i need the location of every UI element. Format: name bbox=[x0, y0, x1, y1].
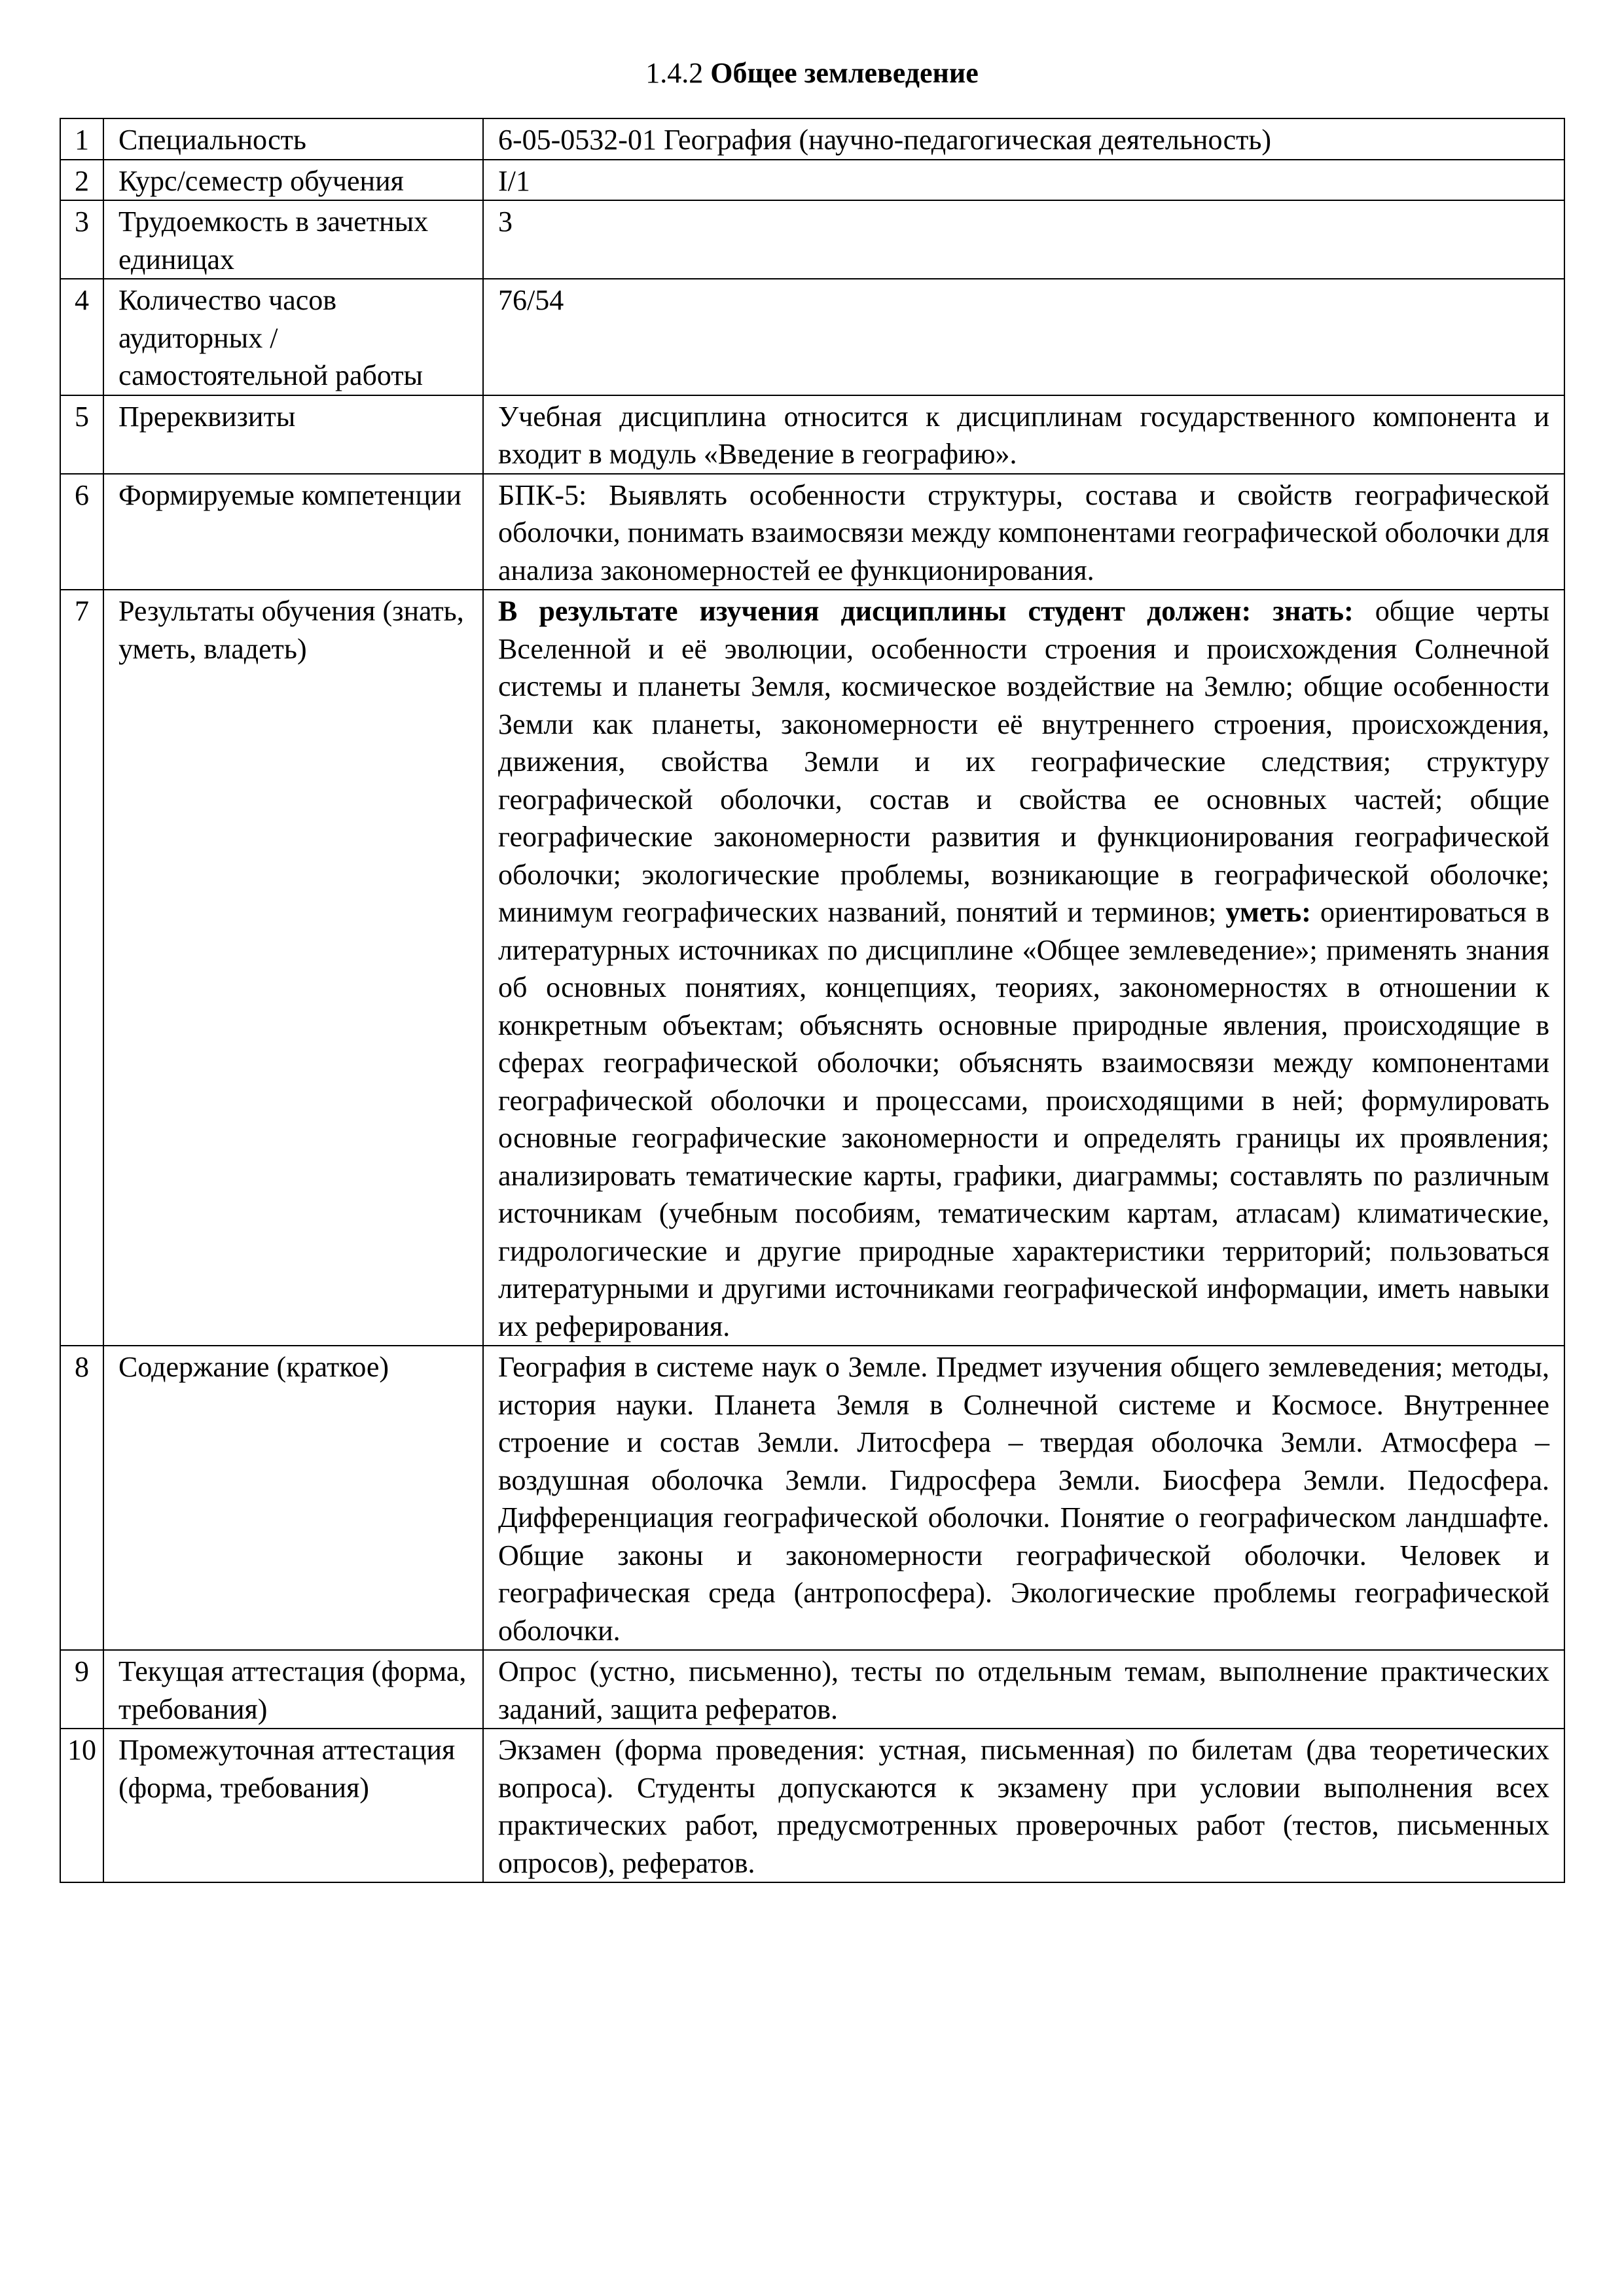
row-value: 3 bbox=[483, 200, 1564, 279]
discipline-name: Общее землеведение bbox=[710, 57, 979, 89]
table-row bbox=[60, 279, 1564, 395]
table-row bbox=[60, 1729, 1564, 1882]
learning-outcomes bbox=[483, 590, 1564, 1346]
table-row bbox=[60, 200, 1564, 279]
row-number: 7 bbox=[60, 590, 103, 1346]
row-value: Опрос (устно, письменно), тесты по отдельным темам, выполнение практических заданий, защита рефератов. bbox=[483, 1650, 1564, 1729]
row-label: Специальность bbox=[103, 118, 483, 160]
section-number: 1.4.2 bbox=[645, 57, 704, 89]
row-label: Результаты обучения (знать, уметь, владеть) bbox=[103, 590, 483, 1346]
row-value: География в системе наук о Земле. Предмет изучения общего землеведения; методы, история науки. Планета Земля в Солнечной системе и Космосе. Внутреннее строение и состав Земли. Литосфера – твердая оболочка Земли. Атмосфера – воздушная оболочка Земли. Гидросфера Земли. Биосфера Земли. Педосфера. Дифференциация географической оболочки. Понятие о географическом ландшафте. Общие законы и закономерности географической оболочки. Человек и географическая среда (антропосфера). Экологические проблемы географической оболочки. bbox=[483, 1346, 1564, 1650]
row-number: 9 bbox=[60, 1650, 103, 1729]
row-number: 3 bbox=[60, 200, 103, 279]
row-label: Курс/семестр обучения bbox=[103, 160, 483, 201]
row-number: 2 bbox=[60, 160, 103, 201]
row-value: Экзамен (форма проведения: устная, письменная) по билетам (два теоретических вопроса). Студенты допускаются к экзамену при условии выполнения всех практических работ, предусмотренных проверочных работ (тестов, письменных опросов), рефератов. bbox=[483, 1729, 1564, 1882]
row-label: Промежуточная аттестация (форма, требования) bbox=[103, 1729, 483, 1882]
outcomes-can-label: уметь: bbox=[1225, 896, 1311, 928]
row-number: 1 bbox=[60, 118, 103, 160]
outcomes-can: ориентироваться в литературных источниках по дисциплине «Общее землеведение»; применять знания об основных понятиях, концепциях, теориях, закономерностях в отношении к конкретным объектам; объяснять основные природные явления, происходящие в сферах географической оболочки; объяснять взаимосвязи между компонентами географической оболочки и процессами, происходящими в ней; формулировать основные географические закономерности и определять границы их проявления; анализировать тематические карты, графики, диаграммы; составлять по различным источникам (учебным пособиям, тематическим картам, атласам) климатические, гидрологические и другие природные характеристики территорий; пользоваться литературными и другими источниками географической информации, иметь навыки их реферирования. bbox=[498, 896, 1550, 1342]
table-row bbox=[60, 395, 1564, 474]
row-label: Формируемые компетенции bbox=[103, 474, 483, 590]
page-title bbox=[0, 54, 1624, 93]
row-label: Трудоемкость в зачетных единицах bbox=[103, 200, 483, 279]
row-number: 4 bbox=[60, 279, 103, 395]
row-value: 76/54 bbox=[483, 279, 1564, 395]
table-row bbox=[60, 1346, 1564, 1650]
table-row bbox=[60, 118, 1564, 160]
outcomes-know: общие черты Вселенной и её эволюции, особенности строения и происхождения Солнечной системы и планеты Земля, космическое воздействие на Землю; общие особенности Земли как планеты, закономерности её внутреннего строения, происхождения, движения, свойства Земли и их географические следствия; структуру географической оболочки, состав и свойства ее основных частей; общие географические закономерности развития и функционирования географической оболочки; экологические проблемы, возникающие в географической оболочке; минимум географических названий, понятий и терминов; bbox=[498, 595, 1549, 928]
outcomes-intro: В результате изучения дисциплины студент должен: знать: bbox=[498, 595, 1354, 627]
row-label: Количество часов аудиторных / самостоятельной работы bbox=[103, 279, 483, 395]
row-number: 6 bbox=[60, 474, 103, 590]
row-number: 8 bbox=[60, 1346, 103, 1650]
row-value: 6-05-0532-01 География (научно-педагогическая деятельность) bbox=[483, 118, 1564, 160]
row-number: 10 bbox=[60, 1729, 103, 1882]
row-label: Пререквизиты bbox=[103, 395, 483, 474]
table-row bbox=[60, 1650, 1564, 1729]
row-number: 5 bbox=[60, 395, 103, 474]
table-row bbox=[60, 474, 1564, 590]
row-value: БПК-5: Выявлять особенности структуры, состава и свойств географической оболочки, понимать взаимосвязи между компонентами географической оболочки для анализа закономерностей ее функционирования. bbox=[483, 474, 1564, 590]
row-value: Учебная дисциплина относится к дисциплинам государственного компонента и входит в модуль «Введение в географию». bbox=[483, 395, 1564, 474]
table-row bbox=[60, 590, 1564, 1346]
row-value: I/1 bbox=[483, 160, 1564, 201]
row-label: Текущая аттестация (форма, требования) bbox=[103, 1650, 483, 1729]
syllabus-table bbox=[60, 118, 1565, 1883]
row-label: Содержание (краткое) bbox=[103, 1346, 483, 1650]
table-row bbox=[60, 160, 1564, 201]
